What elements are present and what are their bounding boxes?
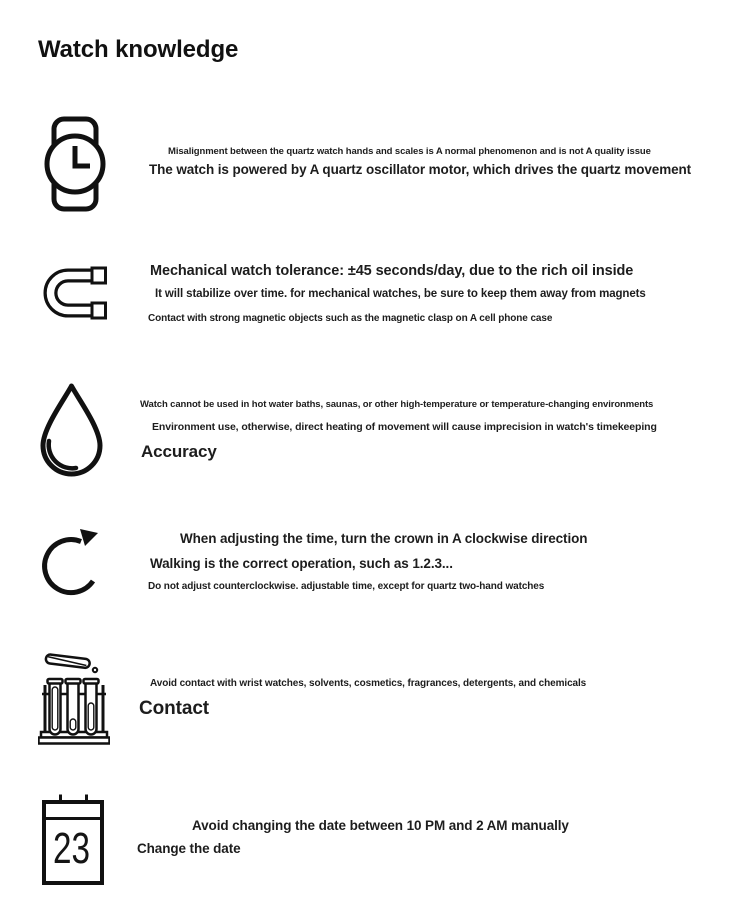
chemicals-line: Avoid contact with wrist watches, solvents, cosmetics, fragrances, detergents, and chemicals	[150, 678, 587, 689]
page-title: Watch knowledge	[38, 36, 239, 63]
temperature-note: Watch cannot be used in hot water baths, saunas, or other high-temperature or temperature-changing environments	[140, 399, 654, 410]
magnet-note: Contact with strong magnetic objects such as the magnetic clasp on A cell phone case	[148, 313, 553, 324]
crown-subline: Walking is the correct operation, such as 1.2.3...	[150, 556, 453, 571]
temperature-subline: Environment use, otherwise, direct heating of movement will cause imprecision in watch's timekeeping	[152, 421, 657, 433]
magnet-icon	[42, 266, 108, 320]
magnet-headline: Mechanical watch tolerance: ±45 seconds/day, due to the rich oil inside	[150, 263, 634, 279]
water-drop-icon	[38, 381, 106, 479]
date-headline: Avoid changing the date between 10 PM and 2 AM manually	[192, 818, 569, 833]
calendar-icon	[40, 793, 106, 887]
clockwise-arrow-icon	[40, 524, 104, 606]
magnet-subline: It will stabilize over time. for mechanical watches, be sure to keep them away from magnets	[155, 288, 646, 300]
crown-note: Do not adjust counterclockwise. adjustable time, except for quartz two-hand watches	[148, 581, 545, 592]
calendar-day: 23	[53, 824, 90, 873]
accuracy-heading: Accuracy	[141, 442, 217, 461]
quartz-headline: The watch is powered by A quartz oscillator motor, which drives the quartz movement	[149, 162, 692, 177]
quartz-note: Misalignment between the quartz watch hands and scales is A normal phenomenon and is not A quality issue	[168, 146, 651, 157]
date-subline: Change the date	[137, 841, 241, 856]
test-tubes-icon	[38, 648, 110, 746]
contact-heading: Contact	[139, 698, 210, 719]
watch-icon	[43, 116, 107, 212]
crown-headline: When adjusting the time, turn the crown in A clockwise direction	[180, 531, 588, 546]
